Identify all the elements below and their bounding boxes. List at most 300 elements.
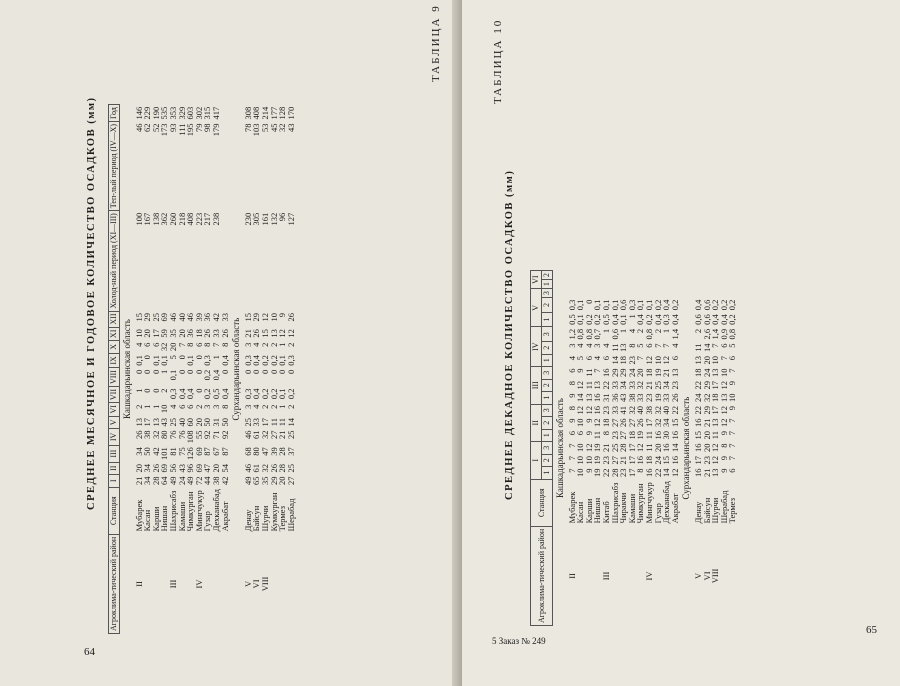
header-cold-period: Холод-ный период (XI—III): [109, 211, 120, 311]
header-month: XII: [109, 311, 120, 327]
value-cell: 11: [710, 431, 721, 440]
value-cell: 9: [583, 418, 594, 423]
value-cell: 0,2: [669, 299, 680, 311]
station-cell: Шерабад: [285, 498, 296, 532]
table-box: [530, 270, 737, 626]
value-cell: 56: [167, 464, 178, 473]
header-month: IX: [109, 353, 120, 368]
value-cell: 7: [727, 443, 738, 448]
order-note: 5 Заказ № 249: [492, 636, 546, 646]
value-cell: 417: [210, 106, 221, 120]
value-cell: 61: [251, 430, 262, 440]
value-cell: 0,3: [202, 355, 213, 366]
value-cell: 22: [600, 468, 611, 478]
value-cell: 46: [242, 464, 253, 473]
table-row: [671, 271, 680, 626]
value-cell: 218: [176, 212, 187, 226]
value-cell: 31: [210, 418, 221, 427]
value-cell: 71: [210, 430, 221, 440]
value-cell: 21: [701, 418, 712, 428]
table-row: [221, 105, 230, 634]
section-title: Кашкадарьинская область: [555, 398, 565, 499]
value-cell: 3: [202, 404, 213, 409]
value-cell: 12: [285, 329, 296, 338]
value-cell: 9: [575, 368, 586, 373]
value-cell: 7: [652, 343, 663, 348]
header-month: V: [531, 289, 542, 327]
value-cell: 0,5: [600, 314, 611, 325]
value-cell: 15: [259, 329, 270, 338]
value-cell: 21: [643, 381, 654, 390]
value-cell: 0,3: [242, 355, 253, 366]
value-cell: 35: [259, 476, 270, 486]
value-cell: 9: [583, 431, 594, 436]
value-cell: 20: [167, 342, 178, 352]
value-cell: 12: [718, 381, 729, 390]
value-cell: 0,4: [661, 299, 672, 311]
value-cell: 27: [609, 456, 620, 465]
value-cell: 9: [566, 418, 577, 423]
station-cell: Камаши: [626, 493, 637, 524]
value-cell: 0,6: [692, 314, 703, 325]
value-cell: 16: [692, 418, 703, 428]
table-title: СРЕДНЕЕ ДЕКАДНОЕ КОЛИЧЕСТВО ОСАДКОВ (мм): [504, 169, 515, 500]
value-cell: 20: [701, 431, 712, 440]
value-cell: 3: [592, 343, 603, 348]
header-decade: 2: [542, 342, 553, 355]
value-cell: 6: [142, 342, 153, 347]
value-cell: 26: [618, 418, 629, 428]
value-cell: 14: [669, 443, 680, 453]
value-cell: 4: [251, 342, 262, 347]
value-cell: 8: [718, 443, 729, 448]
value-cell: 11: [643, 443, 654, 452]
station-cell: Дехканабад: [210, 489, 221, 532]
value-cell: 47: [259, 447, 270, 456]
value-cell: 13: [669, 368, 680, 378]
value-cell: 0,4: [176, 388, 187, 400]
value-cell: 127: [285, 212, 296, 226]
region-cell: II: [133, 581, 144, 587]
header-decade: 1: [542, 312, 553, 327]
value-cell: 0,2: [592, 314, 603, 325]
value-cell: 53: [259, 123, 270, 132]
value-cell: 15: [242, 313, 253, 322]
value-cell: 21: [701, 468, 712, 478]
header-month: VIII: [109, 368, 120, 387]
value-cell: 21: [600, 443, 611, 453]
station-cell: Нишан: [592, 497, 603, 524]
value-cell: 1: [159, 369, 170, 374]
section-row: [229, 105, 244, 634]
value-cell: 4: [626, 328, 637, 334]
value-cell: 42: [150, 447, 161, 456]
value-cell: 39: [268, 447, 279, 456]
value-cell: 16: [669, 456, 680, 465]
section-row: [679, 271, 694, 626]
value-cell: 33: [609, 406, 620, 415]
value-cell: 12: [718, 418, 729, 428]
value-cell: 20: [142, 329, 153, 338]
value-cell: 38: [142, 430, 153, 440]
value-cell: 2,6: [701, 328, 712, 340]
value-cell: 61: [251, 464, 262, 473]
value-cell: 0,1: [159, 355, 170, 366]
table-title: СРЕДНЕЕ МЕСЯЧНОЕ И ГОДОВОЕ КОЛИЧЕСТВО ОСАДКОВ (мм): [86, 96, 97, 510]
value-cell: 32: [259, 464, 270, 473]
value-cell: 0,2: [583, 314, 594, 325]
region-cell: IV: [193, 579, 204, 589]
value-cell: 27: [268, 430, 279, 440]
value-cell: 46: [242, 430, 253, 440]
value-cell: 7: [566, 468, 577, 473]
value-cell: 13: [718, 393, 729, 403]
value-cell: 20: [652, 443, 663, 453]
region-cell: III: [167, 579, 178, 589]
value-cell: 0: [142, 388, 153, 393]
value-cell: 22: [669, 406, 680, 415]
value-cell: 10: [583, 456, 594, 465]
value-cell: 35: [167, 329, 178, 338]
value-cell: [221, 211, 230, 311]
value-cell: 14: [285, 418, 296, 427]
value-cell: 12: [575, 406, 586, 415]
value-cell: 32: [259, 430, 270, 440]
value-cell: 179: [210, 123, 221, 137]
region-cell: IV: [643, 571, 654, 581]
value-cell: 69: [193, 447, 204, 456]
value-cell: 17: [643, 418, 654, 428]
value-cell: 21: [618, 456, 629, 465]
value-cell: 7: [176, 342, 187, 347]
value-cell: 146: [133, 106, 144, 120]
value-cell: 65: [251, 476, 262, 486]
value-cell: 50: [142, 447, 153, 456]
value-cell: 11: [692, 343, 703, 352]
region-cell: VIII: [710, 568, 721, 584]
value-cell: 22: [692, 406, 703, 415]
value-cell: 11: [592, 431, 603, 440]
value-cell: 0,6: [618, 299, 629, 311]
value-cell: [221, 121, 230, 210]
value-cell: 7: [635, 356, 646, 361]
station-cell: Гузар: [652, 503, 663, 524]
value-cell: 9: [718, 431, 729, 436]
station-cell: Шурчи: [259, 505, 270, 532]
value-cell: 23: [600, 456, 611, 465]
value-cell: 34: [618, 381, 629, 390]
value-cell: 0,8: [643, 328, 654, 340]
value-cell: 26: [219, 329, 230, 338]
value-cell: 17: [150, 329, 161, 338]
station-cell: Гузар: [202, 511, 213, 532]
value-cell: 0: [193, 355, 204, 360]
value-cell: 32: [701, 393, 712, 403]
value-cell: 214: [259, 106, 270, 120]
value-cell: 4: [167, 404, 178, 409]
value-cell: 0,4: [718, 314, 729, 325]
value-cell: 0,4: [219, 355, 230, 366]
value-cell: 8: [219, 404, 230, 409]
header-decade: 2: [542, 271, 553, 280]
value-cell: 80: [251, 447, 262, 456]
value-cell: 0: [193, 369, 204, 374]
value-cell: 78: [242, 123, 253, 132]
value-cell: 10: [718, 368, 729, 378]
value-cell: 13: [710, 368, 721, 378]
value-cell: 8: [185, 342, 196, 347]
value-cell: 26: [202, 329, 213, 338]
header-station: Станция: [109, 487, 120, 534]
value-cell: 6: [669, 356, 680, 361]
value-cell: 315: [202, 106, 213, 120]
value-cell: 81: [167, 447, 178, 456]
value-cell: 64: [159, 476, 170, 486]
value-cell: 0,1: [277, 355, 288, 366]
value-cell: 0,2: [718, 299, 729, 311]
value-cell: 43: [176, 464, 187, 473]
value-cell: 23: [669, 381, 680, 390]
value-cell: 12: [583, 443, 594, 453]
value-cell: 25: [150, 313, 161, 322]
value-cell: 7: [566, 456, 577, 461]
value-cell: 12: [669, 468, 680, 478]
value-cell: 23: [618, 468, 629, 478]
value-cell: 167: [142, 212, 153, 226]
station-cell: Нишан: [159, 505, 170, 532]
value-cell: 11: [268, 418, 279, 427]
value-cell: 0,3: [661, 314, 672, 325]
value-cell: 33: [635, 393, 646, 403]
value-cell: 38: [643, 406, 654, 415]
section-row: [120, 105, 135, 634]
value-cell: 2: [193, 404, 204, 409]
value-cell: 28: [618, 443, 629, 453]
value-cell: 26: [133, 430, 144, 440]
value-cell: 7: [592, 368, 603, 373]
value-cell: 9: [277, 313, 288, 318]
value-cell: 10: [268, 313, 279, 322]
region-cell: [178, 534, 187, 633]
value-cell: 27: [618, 431, 629, 440]
value-cell: 1,4: [669, 328, 680, 340]
value-cell: 20: [133, 464, 144, 473]
value-cell: 0: [219, 369, 230, 374]
value-cell: 96: [277, 212, 288, 222]
value-cell: 68: [242, 447, 253, 456]
header-decade: 2: [542, 417, 553, 430]
value-cell: 1,4: [710, 328, 721, 340]
value-cell: 13: [592, 381, 603, 390]
value-cell: 17: [142, 418, 153, 427]
region-cell: VI: [701, 571, 712, 581]
value-cell: 18: [193, 329, 204, 338]
header-decade: 1: [542, 429, 553, 442]
value-cell: 17: [259, 418, 270, 427]
value-cell: 0: [150, 369, 161, 374]
value-cell: 92: [202, 430, 213, 440]
value-cell: 14: [575, 393, 586, 403]
value-cell: 9: [718, 456, 729, 461]
value-cell: 18: [618, 356, 629, 365]
value-cell: 13: [692, 356, 703, 365]
region-cell: [720, 526, 729, 625]
value-cell: 13: [133, 418, 144, 427]
header-warm-period: Теп-лый период (IV—X): [109, 121, 120, 210]
value-cell: 34: [142, 464, 153, 473]
value-cell: 40: [661, 406, 672, 415]
value-cell: 7: [727, 431, 738, 436]
value-cell: 36: [185, 329, 196, 338]
value-cell: 19: [635, 431, 646, 440]
value-cell: 13: [583, 393, 594, 403]
value-cell: 0: [259, 369, 270, 374]
header-month: IV: [109, 429, 120, 446]
value-cell: 0,4: [710, 314, 721, 325]
value-cell: 2: [259, 342, 270, 347]
header-row: [531, 271, 542, 626]
value-cell: 24: [626, 368, 637, 378]
value-cell: 0: [242, 369, 253, 374]
value-cell: 0,2: [259, 355, 270, 366]
value-cell: 16: [643, 468, 654, 478]
value-cell: 0,6: [701, 314, 712, 325]
header-month: IV: [531, 327, 542, 367]
value-cell: 100: [133, 212, 144, 226]
value-cell: 2: [133, 404, 144, 409]
value-cell: 33: [251, 418, 262, 427]
value-cell: 80: [159, 430, 170, 440]
value-cell: 132: [268, 212, 279, 226]
value-cell: 92: [219, 430, 230, 440]
value-cell: 75: [176, 447, 187, 456]
value-cell: 12: [575, 381, 586, 390]
value-cell: 1: [150, 404, 161, 409]
value-cell: 0,4: [669, 314, 680, 325]
value-cell: 329: [176, 106, 187, 120]
value-cell: 32: [652, 418, 663, 428]
value-cell: 49: [242, 476, 253, 486]
value-cell: 238: [210, 212, 221, 226]
value-cell: 0,5: [566, 314, 577, 325]
value-cell: 128: [277, 106, 288, 120]
value-cell: 44: [202, 476, 213, 486]
value-cell: 15: [692, 431, 703, 440]
value-cell: 32: [150, 430, 161, 440]
value-cell: 43: [618, 393, 629, 403]
station-cell: Шахрисабз: [167, 490, 178, 532]
value-cell: 230: [242, 212, 253, 226]
value-cell: 0,4: [652, 314, 663, 325]
value-cell: 0: [251, 369, 262, 374]
value-cell: 4: [133, 342, 144, 347]
value-cell: 0,6: [609, 328, 620, 340]
value-cell: 10: [575, 456, 586, 465]
value-cell: 28: [277, 447, 288, 456]
value-cell: 9: [727, 406, 738, 411]
value-cell: 16: [600, 368, 611, 378]
value-cell: 27: [626, 418, 637, 428]
value-cell: 29: [609, 368, 620, 378]
value-cell: 32: [635, 381, 646, 390]
value-cell: 23: [643, 393, 654, 403]
value-cell: 29: [268, 476, 279, 486]
value-cell: [221, 105, 230, 122]
value-cell: 26: [150, 464, 161, 473]
station-cell: Касан: [142, 509, 153, 532]
value-cell: 72: [193, 476, 204, 486]
value-cell: 0,3: [242, 388, 253, 400]
value-cell: 111: [176, 123, 187, 136]
value-cell: 10: [710, 356, 721, 365]
value-cell: 22: [692, 381, 703, 390]
value-cell: 25: [609, 443, 620, 453]
value-cell: 24: [701, 368, 712, 378]
value-cell: 0,2: [268, 355, 279, 366]
value-cell: 0,8: [727, 328, 738, 340]
value-cell: 1: [142, 404, 153, 409]
value-cell: 5: [575, 356, 586, 361]
station-cell: Мингчукур: [193, 490, 204, 532]
value-cell: 0,2: [285, 388, 296, 400]
value-cell: 22: [652, 468, 663, 478]
value-cell: 34: [661, 381, 672, 390]
value-cell: 302: [193, 106, 204, 120]
value-cell: 20: [176, 329, 187, 338]
value-cell: 13: [710, 418, 721, 428]
value-cell: 1: [277, 342, 288, 347]
value-cell: 14: [661, 468, 672, 478]
value-cell: 0: [583, 299, 594, 304]
value-cell: 20: [701, 443, 712, 453]
value-cell: 26: [251, 329, 262, 338]
value-cell: 1: [626, 314, 637, 319]
value-cell: 12: [583, 406, 594, 415]
value-cell: 0,1: [592, 299, 603, 311]
value-cell: 0: [268, 369, 279, 374]
value-cell: 0,1: [609, 299, 620, 311]
value-cell: 0,4: [635, 314, 646, 325]
value-cell: 0,2: [727, 299, 738, 311]
value-cell: 0,2: [727, 314, 738, 325]
value-cell: 32: [277, 123, 288, 132]
value-cell: 79: [193, 123, 204, 132]
header-month: XI: [109, 327, 120, 340]
station-cell: Чиракчи: [618, 492, 629, 524]
table-row: [287, 105, 296, 634]
value-cell: 0,8: [583, 328, 594, 340]
value-cell: 25: [652, 381, 663, 390]
region-cell: [203, 534, 212, 633]
header-month: I: [531, 442, 542, 480]
value-cell: 32: [159, 342, 170, 352]
value-cell: 7: [727, 456, 738, 461]
value-cell: 353: [167, 106, 178, 120]
value-cell: 12: [718, 406, 729, 415]
value-cell: 7: [718, 356, 729, 361]
region-cell: [611, 526, 620, 625]
value-cell: 229: [142, 106, 153, 120]
value-cell: 29: [701, 381, 712, 390]
value-cell: 13: [618, 343, 629, 353]
value-cell: 33: [661, 393, 672, 403]
value-cell: 12: [710, 443, 721, 453]
value-cell: 6: [600, 356, 611, 361]
value-cell: 23: [600, 406, 611, 415]
value-cell: 10: [159, 404, 170, 414]
value-cell: 10: [575, 418, 586, 428]
station-cell: Дехканабад: [661, 481, 672, 524]
